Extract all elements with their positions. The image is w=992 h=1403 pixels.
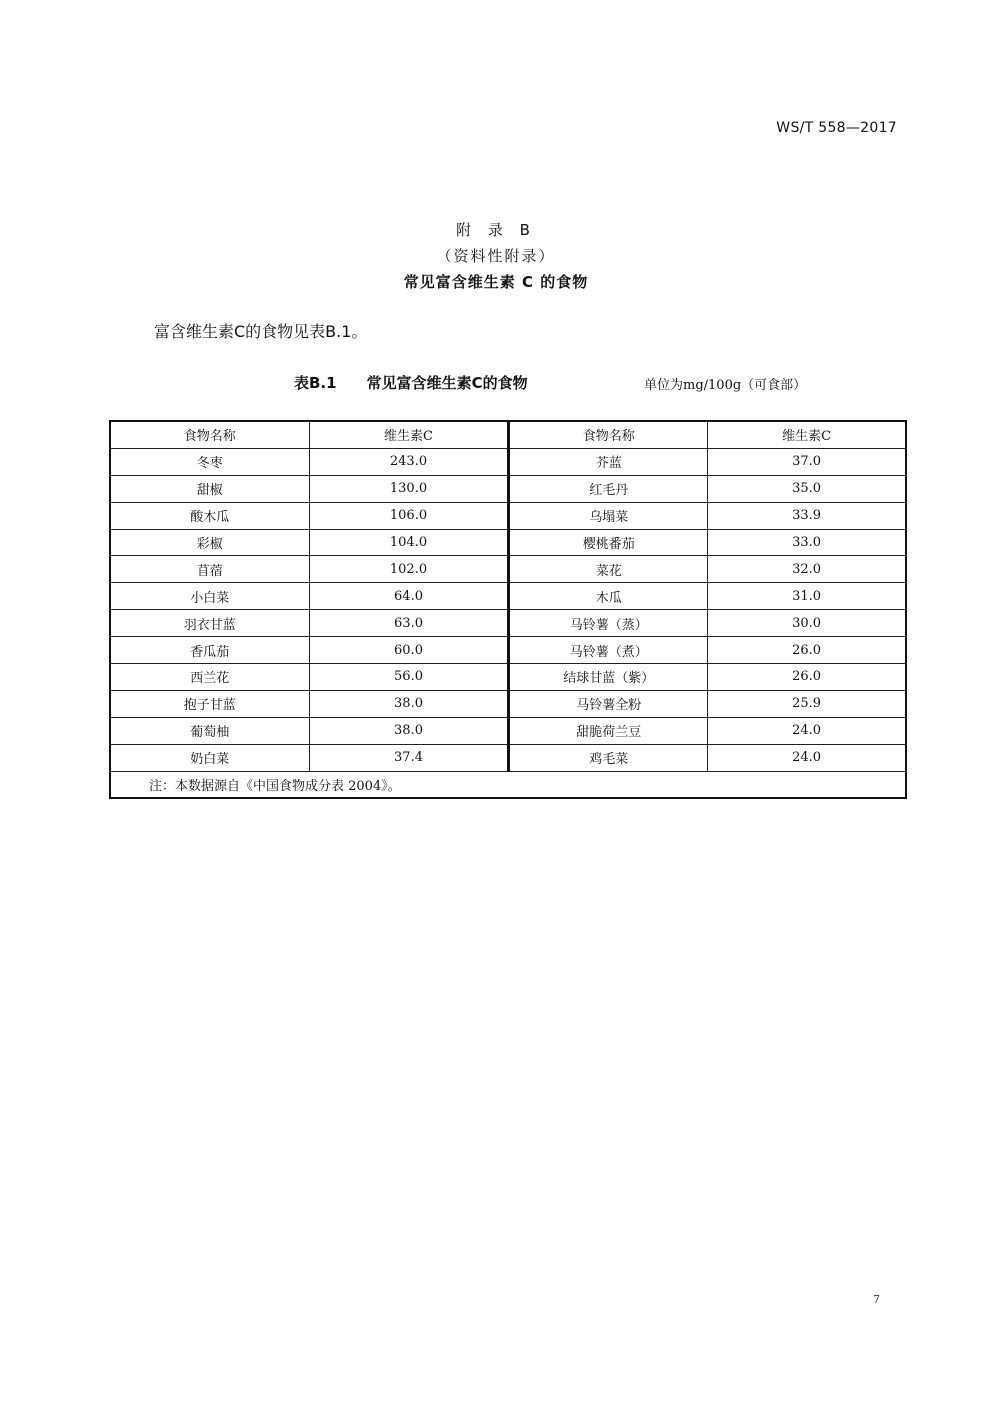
food-name-cell: 马铃薯（煮） — [509, 637, 708, 664]
table-row — [110, 637, 906, 664]
vitamin-c-cell: 24.0 — [708, 744, 906, 771]
food-name-cell: 西兰花 — [110, 664, 309, 691]
vitamin-c-cell: 37.0 — [708, 448, 906, 475]
table-row — [110, 690, 906, 717]
food-name-cell: 抱子甘蓝 — [110, 690, 309, 717]
vitamin-c-cell: 25.9 — [708, 690, 906, 717]
vitamin-c-cell: 35.0 — [708, 475, 906, 502]
vitamin-c-cell: 60.0 — [309, 637, 509, 664]
food-name-cell: 酸木瓜 — [110, 502, 309, 529]
food-name-cell: 奶白菜 — [110, 744, 309, 771]
vitamin-c-cell: 37.4 — [309, 744, 509, 771]
food-name-cell: 木瓜 — [509, 583, 708, 610]
vitamin-c-cell: 38.0 — [309, 717, 509, 744]
food-name-cell: 冬枣 — [110, 448, 309, 475]
vitamin-c-cell: 38.0 — [309, 690, 509, 717]
table-body — [110, 421, 906, 798]
food-name-cell: 羽衣甘蓝 — [110, 610, 309, 637]
vitamin-c-cell: 33.9 — [708, 502, 906, 529]
vitamin-c-cell: 32.0 — [708, 556, 906, 583]
vitamin-c-cell: 26.0 — [708, 637, 906, 664]
food-name-cell: 苜蓿 — [110, 556, 309, 583]
vitamin-c-cell: 106.0 — [309, 502, 509, 529]
table-note-row — [110, 771, 906, 798]
table-row — [110, 717, 906, 744]
table-row — [110, 556, 906, 583]
vitamin-c-cell: 63.0 — [309, 610, 509, 637]
food-name-cell: 乌塌菜 — [509, 502, 708, 529]
appendix-nature: （资料性附录） — [436, 247, 556, 265]
standard-code: WS/T 558—2017 — [776, 120, 897, 136]
header-cell: 食物名称 — [509, 421, 708, 448]
vitamin-c-cell: 30.0 — [708, 610, 906, 637]
food-name-cell: 小白菜 — [110, 583, 309, 610]
vitamin-c-cell: 56.0 — [309, 664, 509, 691]
vitamin-c-cell: 130.0 — [309, 475, 509, 502]
food-name-cell: 香瓜茄 — [110, 637, 309, 664]
table-row — [110, 502, 906, 529]
vitamin-c-cell: 33.0 — [708, 529, 906, 556]
table-row — [110, 475, 906, 502]
appendix-label: 附 录 B — [456, 221, 536, 239]
vitamin-c-cell: 104.0 — [309, 529, 509, 556]
table-unit: 单位为mg/100g（可食部） — [644, 378, 807, 393]
food-name-cell: 鸡毛菜 — [509, 744, 708, 771]
appendix-title: 常见富含维生素 C 的食物 — [403, 273, 589, 291]
vitamin-c-cell: 64.0 — [309, 583, 509, 610]
vitamin-c-cell: 26.0 — [708, 664, 906, 691]
table-header-row — [110, 421, 906, 448]
food-name-cell: 芥蓝 — [509, 448, 708, 475]
food-name-cell: 葡萄柚 — [110, 717, 309, 744]
food-name-cell: 结球甘蓝（紫） — [509, 664, 708, 691]
intro-paragraph: 富含维生素C的食物见表B.1。 — [154, 322, 368, 341]
food-name-cell: 菜花 — [509, 556, 708, 583]
vitamin-c-cell: 102.0 — [309, 556, 509, 583]
table-row — [110, 448, 906, 475]
table-row — [110, 529, 906, 556]
table-row — [110, 744, 906, 771]
table-row — [110, 664, 906, 691]
food-name-cell: 彩椒 — [110, 529, 309, 556]
vitamin-c-table — [109, 420, 907, 799]
food-name-cell: 樱桃番茄 — [509, 529, 708, 556]
vitamin-c-cell: 24.0 — [708, 717, 906, 744]
table-row — [110, 610, 906, 637]
table-caption — [294, 372, 528, 393]
vitamin-c-cell: 31.0 — [708, 583, 906, 610]
page-number: 7 — [873, 1293, 880, 1306]
table-caption-title: 常见富含维生素C的食物 — [366, 374, 528, 392]
food-name-cell: 马铃薯（蒸） — [509, 610, 708, 637]
vitamin-c-cell: 243.0 — [309, 448, 509, 475]
table-caption-number: 表B.1 — [294, 374, 337, 392]
header-cell: 食物名称 — [110, 421, 309, 448]
table-note: 注：本数据源自《中国食物成分表 2004》。 — [110, 771, 906, 798]
food-name-cell: 甜脆荷兰豆 — [509, 717, 708, 744]
food-name-cell: 马铃薯全粉 — [509, 690, 708, 717]
food-name-cell: 甜椒 — [110, 475, 309, 502]
header-cell: 维生素C — [708, 421, 906, 448]
header-cell: 维生素C — [309, 421, 509, 448]
table-row — [110, 583, 906, 610]
food-name-cell: 红毛丹 — [509, 475, 708, 502]
